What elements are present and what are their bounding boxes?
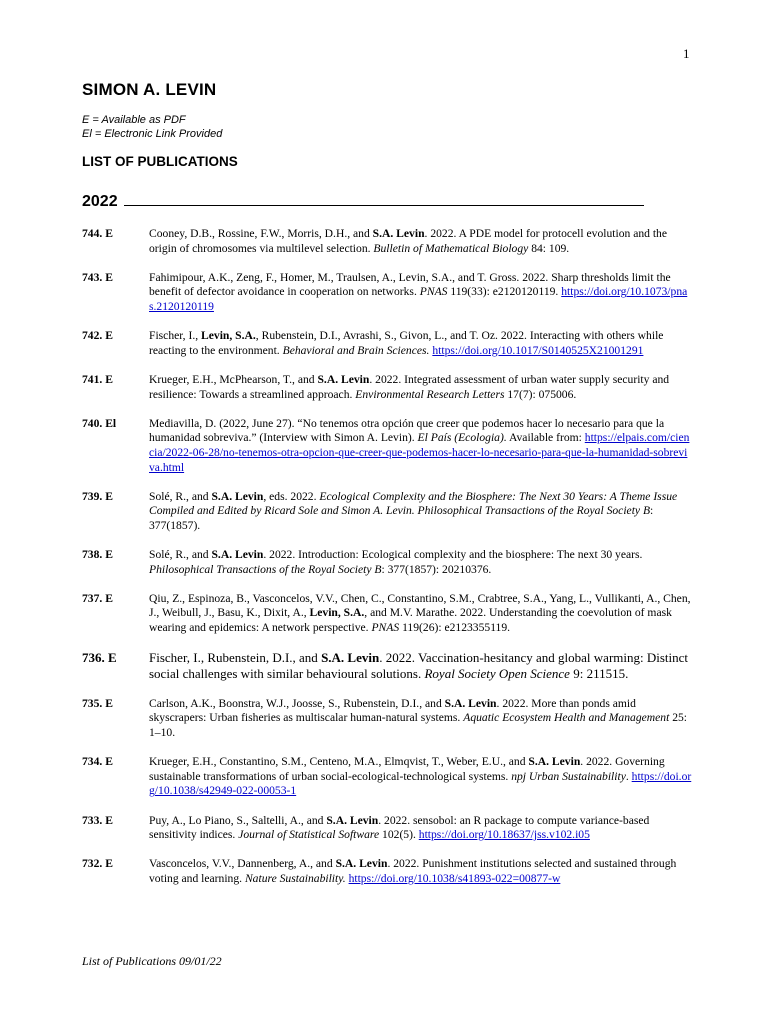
journal-title: Environmental Research Letters	[355, 387, 505, 401]
citation-text: 102(5).	[379, 828, 419, 842]
journal-title: Behavioral and Brain Sciences.	[282, 343, 430, 357]
publication-number: 741. E	[82, 372, 113, 386]
citation-text: 119(26): e2123355119.	[399, 621, 511, 635]
publication-number: 743. E	[82, 270, 113, 284]
publication-number: 737. E	[82, 591, 113, 605]
legend-pdf: E = Available as PDF	[82, 114, 186, 126]
journal-title: El País (Ecologia).	[417, 431, 507, 445]
publication-entry	[82, 755, 692, 799]
journal-title: PNAS	[371, 621, 400, 635]
author-highlight: Levin, S.A.	[309, 606, 365, 620]
publication-number: 738. E	[82, 548, 113, 562]
publication-entry	[82, 329, 692, 358]
citation-text: .	[625, 769, 632, 783]
doi-link[interactable]: https://elpais.com/ciencia/2022-06-28/no-tenemos-otra-opcion-que-creer-que-podemos-hacer-lo-necesario-para-que-la-humanidad-sobreviva.html	[149, 431, 690, 474]
citation-text: 17(7): 075006.	[504, 387, 577, 401]
citation-text: Carlson, A.K., Boonstra, W.J., Joosse, S., Rubenstein, D.I., and	[149, 696, 445, 710]
publication-entry	[82, 373, 692, 402]
publication-number: 742. E	[82, 329, 113, 343]
journal-title: npj Urban Sustainability	[511, 769, 626, 783]
publication-citation	[149, 548, 692, 577]
citation-text: Krueger, E.H., McPhearson, T., and	[149, 372, 318, 386]
section-title: LIST OF PUBLICATIONS	[82, 154, 238, 169]
publication-citation	[149, 755, 692, 799]
citation-text: : 377(1857).	[149, 504, 654, 532]
year-heading	[82, 193, 647, 211]
citation-text: Available from:	[506, 431, 585, 445]
doi-link[interactable]: https://doi.org/10.1038/s42949-022-00053-1	[149, 769, 692, 798]
citation-text: Fahimipour, A.K., Zeng, F., Homer, M., Traulsen, A., Levin, S.A., and T. Gross. 2022. Sharp thresholds limit the benefit of defector avoidance in cooperation on networks.	[149, 270, 671, 299]
publication-entry	[82, 548, 692, 577]
page-number: 1	[683, 46, 690, 61]
citation-text: 9: 211515.	[569, 666, 629, 682]
citation-text: Solé, R., and	[149, 548, 212, 562]
publication-citation	[149, 490, 692, 534]
publication-number: 734. E	[82, 755, 113, 769]
author-highlight: S.A. Levin	[321, 650, 380, 666]
publication-entry	[82, 592, 692, 636]
publication-number: 733. E	[82, 813, 113, 827]
publication-number: 736. E	[82, 650, 117, 666]
year-label: 2022	[82, 193, 118, 210]
page-footer: List of Publications 09/01/22	[82, 954, 222, 968]
publication-citation	[149, 592, 692, 636]
author-highlight: S.A. Levin	[528, 755, 581, 769]
publication-list	[82, 227, 692, 901]
journal-title: Bulletin of Mathematical Biology	[373, 241, 529, 255]
year-rule	[124, 204, 644, 206]
author-highlight: Levin, S.A.	[201, 329, 256, 343]
legend	[82, 113, 222, 141]
publication-entry	[82, 697, 692, 741]
author-highlight: S.A. Levin	[335, 857, 388, 871]
publication-entry	[82, 227, 692, 256]
journal-title: Ecological Complexity and the Biosphere: The Next 30 Years: A Theme Issue Compiled and Edited by Ricard Sole and Simon A. Levin. Philosophical Transactions of the Royal Society B	[149, 489, 678, 518]
publication-citation	[149, 417, 692, 475]
citation-text: . 2022. More than ponds amid skyscrapers: Urban fisheries as multiscalar human-natural systems.	[149, 696, 636, 725]
publication-entry	[82, 814, 692, 843]
citation-text: . 2022. Punishment institutions selected and sustained through voting and learning.	[149, 857, 677, 885]
citation-text: Puy, A., Lo Piano, S., Saltelli, A., and	[149, 813, 327, 827]
citation-text: Solé, R., and	[149, 489, 212, 503]
citation-text: : 377(1857): 20210376.	[381, 562, 492, 576]
citation-text: Krueger, E.H., Constantino, S.M., Centeno, M.A., Elmqvist, T., Weber, E.U., and	[149, 755, 529, 769]
publication-citation	[149, 329, 692, 358]
publication-citation	[149, 857, 692, 886]
author-highlight: S.A. Levin	[326, 813, 379, 827]
doi-link[interactable]: https://doi.org/10.18637/jss.v102.i05	[418, 828, 590, 842]
citation-text: Fischer, I., Rubenstein, D.I., and	[149, 650, 322, 666]
doi-link[interactable]: https://doi.org/10.1073/pnas.2120120119	[149, 285, 688, 313]
publication-entry	[82, 271, 692, 315]
citation-text: . 2022. A PDE model for protocell evolution and the origin of chromosomes via multilevel selection.	[149, 227, 667, 255]
publication-number: 735. E	[82, 696, 113, 710]
author-highlight: S.A. Levin	[317, 372, 370, 386]
author-highlight: S.A. Levin	[444, 696, 497, 710]
journal-title: Aquatic Ecosystem Health and Management	[463, 711, 670, 725]
citation-text: Cooney, D.B., Rossine, F.W., Morris, D.H., and	[149, 227, 373, 240]
publication-citation	[149, 373, 692, 402]
publication-entry	[82, 490, 692, 534]
publication-number: 732. E	[82, 857, 113, 871]
journal-title: Nature Sustainability.	[244, 871, 346, 885]
citation-text: , and M.V. Marathe. 2022. Understanding the coevolution of mask wearing and epidemics: A network perspective.	[149, 606, 672, 635]
citation-text: . 2022. Governing sustainable transformations of urban social-ecological-technological systems.	[149, 755, 665, 783]
author-highlight: S.A. Levin	[211, 548, 264, 562]
publication-entry	[82, 650, 692, 682]
publication-citation	[149, 814, 692, 843]
journal-title: PNAS	[419, 285, 448, 299]
publication-citation	[149, 227, 692, 256]
author-name: SIMON A. LEVIN	[82, 80, 217, 99]
citation-text: 119(33): e2120120119.	[447, 285, 562, 299]
doi-link[interactable]: https://doi.org/10.1017/S0140525X21001291	[432, 343, 644, 357]
publication-citation	[149, 271, 692, 315]
doi-link[interactable]: https://doi.org/10.1038/s41893-022=00877-w	[348, 871, 561, 885]
publication-entry	[82, 857, 692, 886]
citation-text: . 2022. sensobol: an R package to compute variance-based sensitivity indices.	[149, 813, 650, 842]
publication-number: 739. E	[82, 489, 113, 503]
citation-text: . 2022. Vaccination-hesitancy and global warming: Distinct social challenges with similar behavioural solutions.	[149, 650, 689, 682]
citation-text: Vasconcelos, V.V., Dannenberg, A., and	[149, 857, 336, 871]
citation-text: . 2022. Introduction: Ecological complexity and the biosphere: The next 30 years.	[263, 548, 643, 562]
publication-citation	[149, 650, 692, 682]
publication-number: 744. E	[82, 227, 113, 240]
citation-text: Fischer, I.,	[149, 329, 202, 343]
citation-text: 25: 1–10.	[149, 711, 688, 739]
citation-text: , eds. 2022.	[263, 489, 320, 503]
citation-text: 84: 109.	[528, 241, 570, 255]
journal-title: Royal Society Open Science	[424, 666, 570, 682]
publication-number: 740. El	[82, 416, 117, 430]
publication-citation	[149, 697, 692, 741]
citation-text: Qiu, Z., Espinoza, B., Vasconcelos, V.V., Chen, C., Constantino, S.M., Crabtree, S.A., Yang, L., Vullikanti, A., Chen, J., Weibull, J., Basu, K., Dixit, A.,	[149, 591, 691, 620]
citation-text: Mediavilla, D. (2022, June 27). “No tenemos otra opción que creer que podemos hacer lo necesario para que la humanidad sobreviva.” (Interview with Simon A. Levin).	[149, 416, 665, 445]
author-highlight: S.A. Levin	[372, 227, 425, 240]
journal-title: Journal of Statistical Software	[238, 828, 380, 842]
journal-title: Philosophical Transactions of the Royal Society B	[149, 562, 382, 576]
legend-link: El = Electronic Link Provided	[82, 128, 223, 140]
citation-text: , Rubenstein, D.I., Avrashi, S., Givon, L., and T. Oz. 2022. Interacting with others while reacting to the environment.	[149, 329, 664, 357]
citation-text: . 2022. Integrated assessment of urban water supply security and resilience: Towards a streamlined approach.	[149, 372, 670, 401]
author-highlight: S.A. Levin	[211, 489, 264, 503]
publication-entry	[82, 417, 692, 475]
